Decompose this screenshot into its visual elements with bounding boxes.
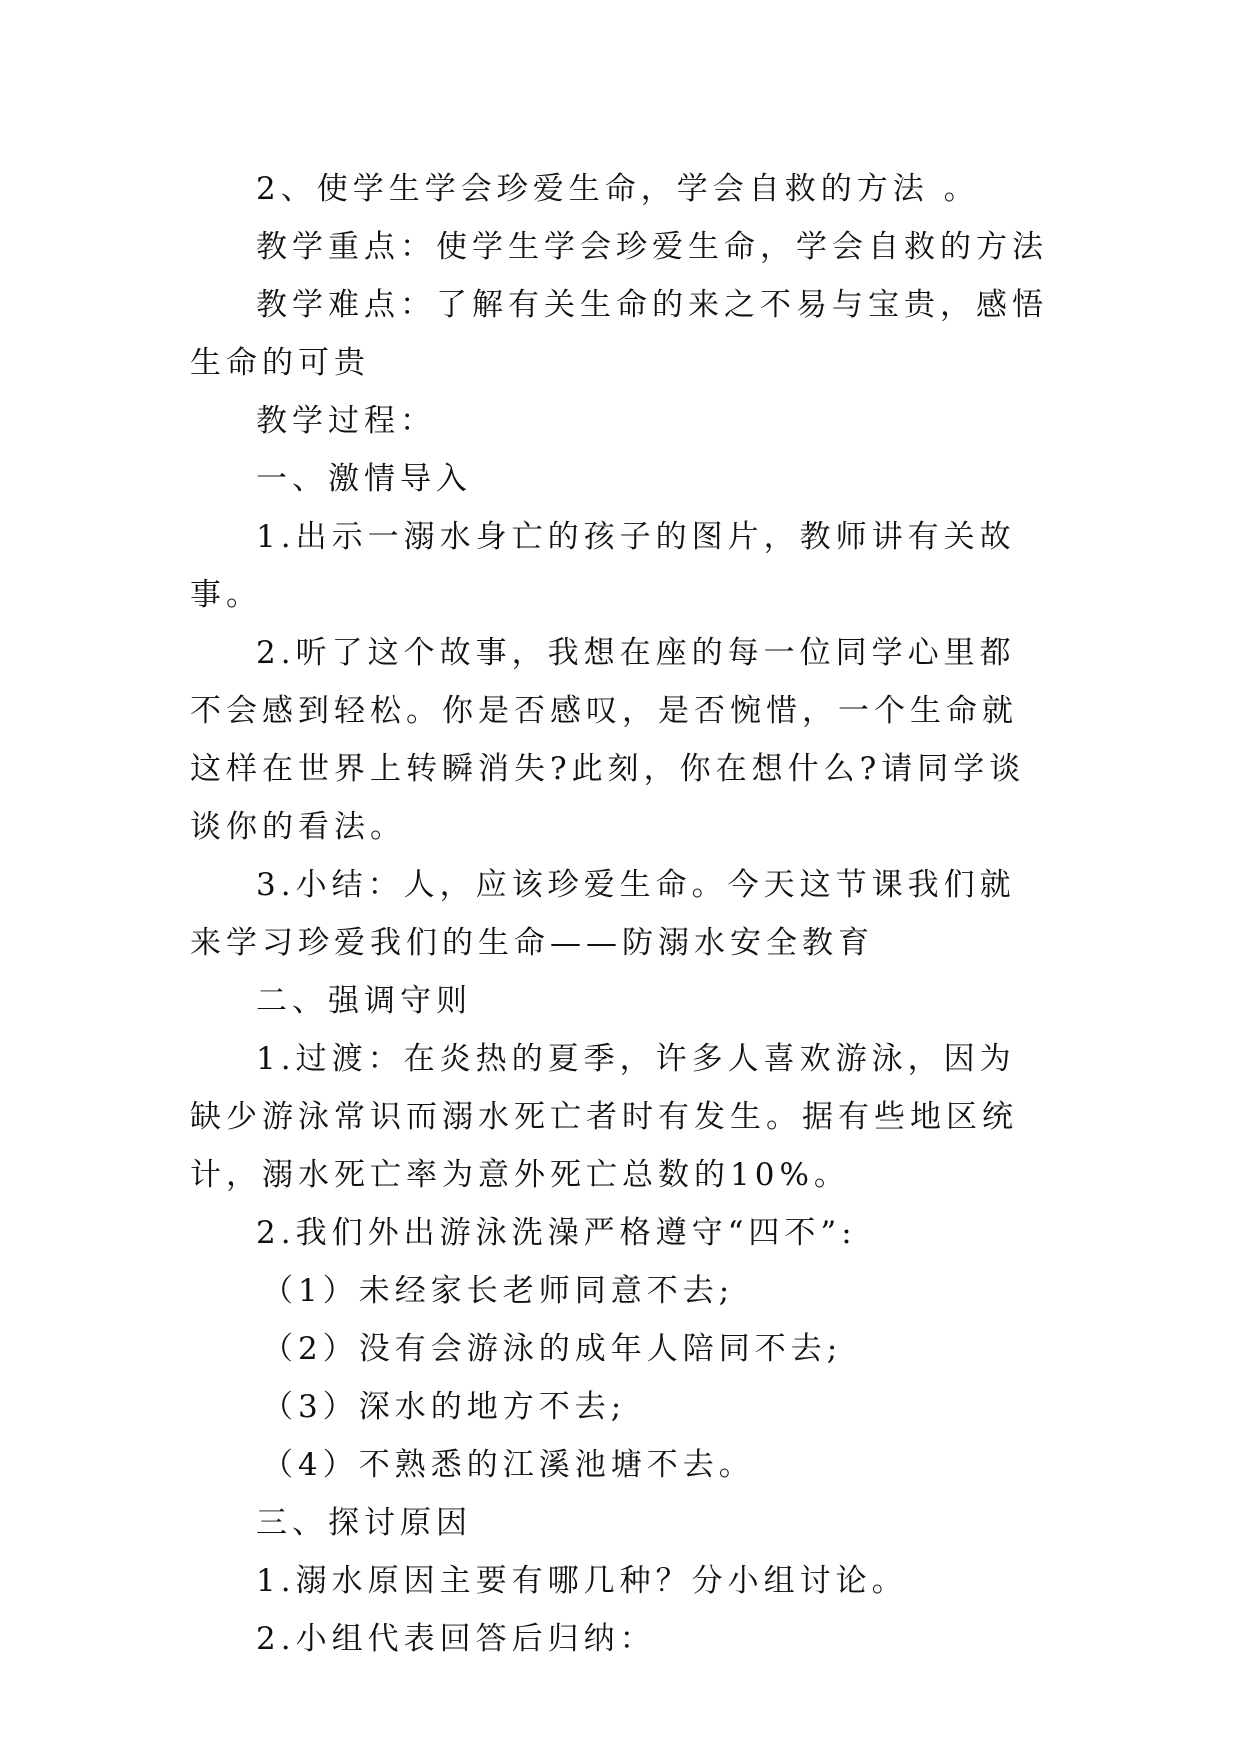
rule-item-1: （1）未经家长老师同意不去; — [262, 1273, 735, 1309]
section-heading-3: 三、探讨原因 — [256, 1505, 472, 1541]
rule-item-3: （3）深水的地方不去; — [262, 1389, 627, 1425]
paragraph-step-1: 1.出示一溺水身亡的孩子的图片，教师讲有关故事。 — [190, 519, 1016, 613]
paragraph-four-rules: 2.我们外出游泳洗澡严格遵守“四不”: — [256, 1215, 857, 1251]
rule-item-4: （4）不熟悉的江溪池塘不去。 — [262, 1447, 755, 1483]
paragraph-objective-2: 2、使学生学会珍爱生命，学会自救的方法 。 — [256, 171, 980, 207]
paragraph-discussion: 1.溺水原因主要有哪几种？分小组讨论。 — [256, 1563, 908, 1599]
paragraph-process-heading: 教学过程： — [256, 403, 436, 439]
paragraph-step-3: 3.小结：人，应该珍爱生命。今天这节课我们就来学习珍爱我们的生命——防溺水安全教育 — [190, 867, 1016, 961]
section-heading-2: 二、强调守则 — [256, 983, 472, 1019]
paragraph-difficulty: 教学难点：了解有关生命的来之不易与宝贵，感悟生命的可贵 — [190, 287, 1048, 381]
paragraph-summary: 2.小组代表回答后归纳： — [256, 1621, 656, 1657]
rule-item-2: （2）没有会游泳的成年人陪同不去; — [262, 1331, 843, 1367]
paragraph-step-2: 2.听了这个故事，我想在座的每一位同学心里都不会感到轻松。你是否感叹，是否惋惜，一个生命就这样在世界上转瞬消失?此刻，你在想什么?请同学谈谈你的看法。 — [190, 635, 1026, 845]
section-heading-1: 一、激情导入 — [256, 461, 472, 497]
document-body — [190, 160, 1050, 1668]
paragraph-transition: 1.过渡：在炎热的夏季，许多人喜欢游泳，因为缺少游泳常识而溺水死亡者时有发生。据有些地区统计，溺水死亡率为意外死亡总数的10%。 — [190, 1041, 1018, 1193]
paragraph-key-point: 教学重点：使学生学会珍爱生命，学会自救的方法 — [256, 229, 1048, 265]
